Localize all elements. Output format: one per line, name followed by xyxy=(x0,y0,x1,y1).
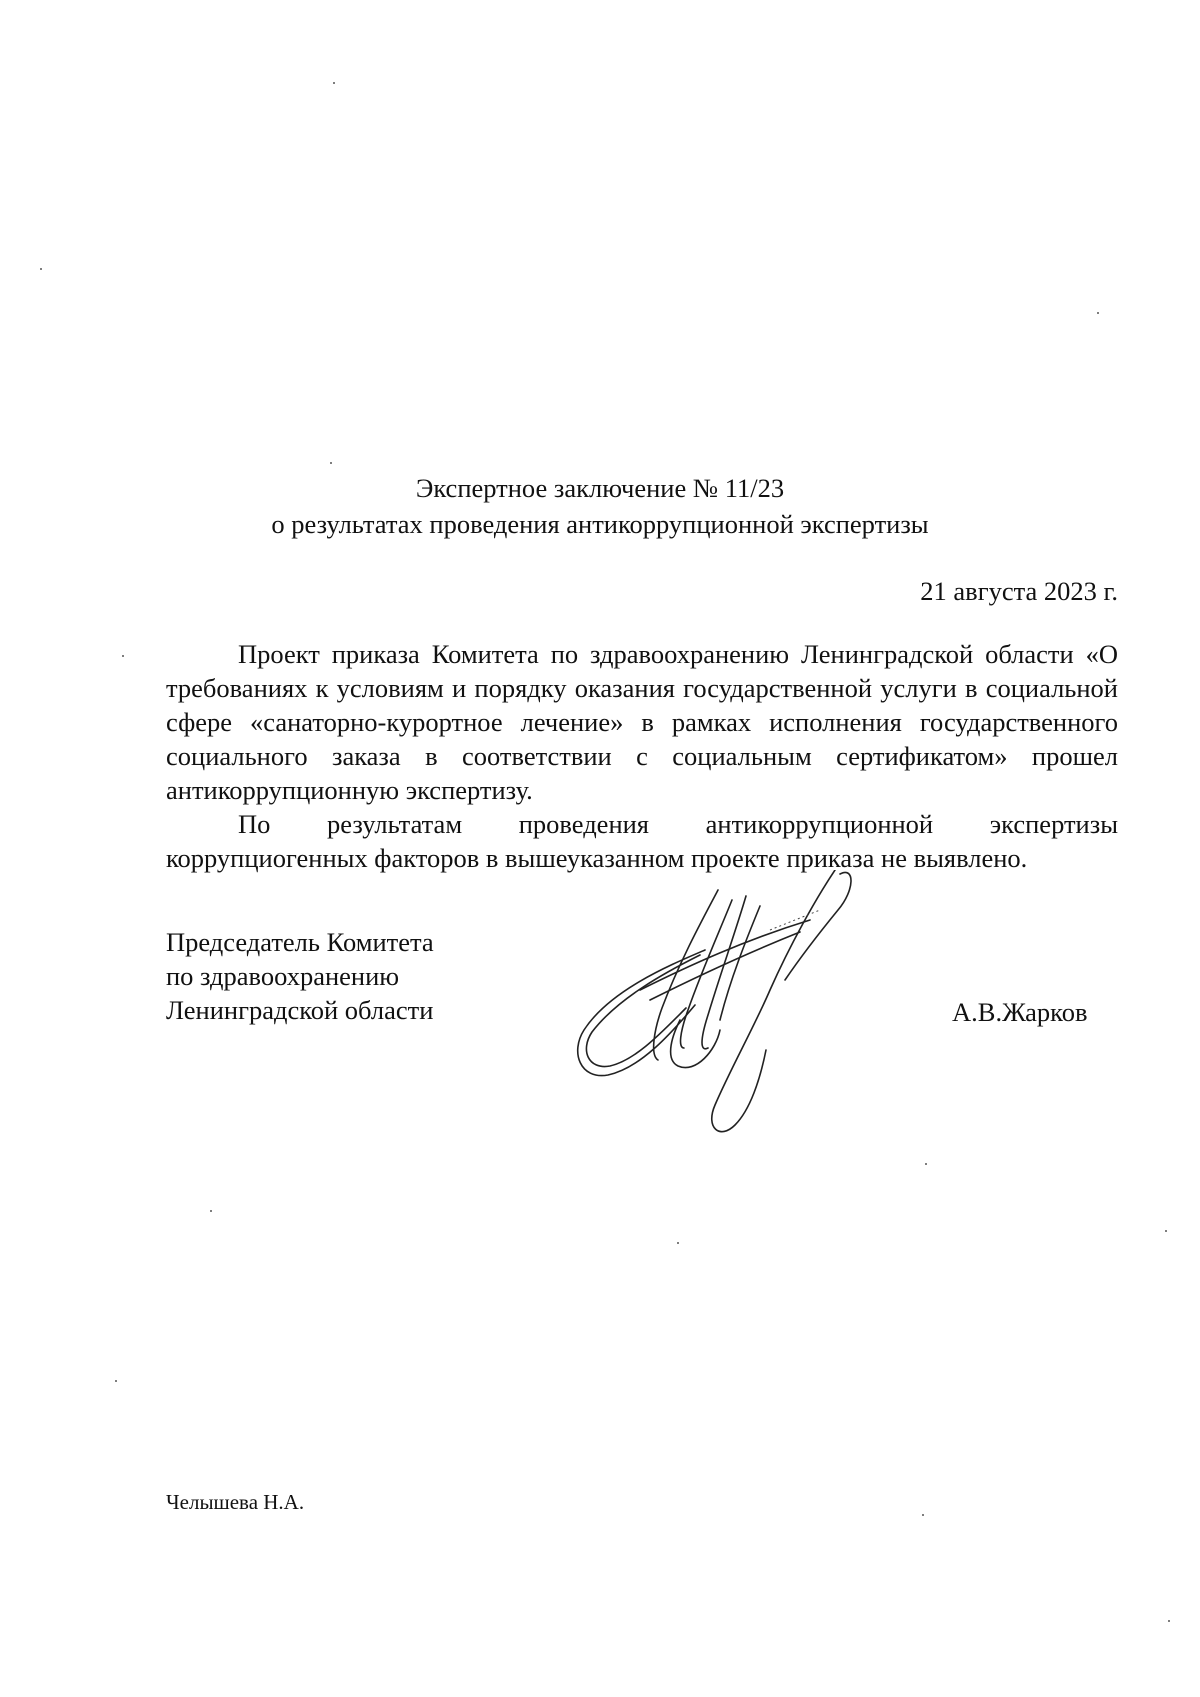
document-title xyxy=(0,470,1200,542)
scan-speck xyxy=(40,268,42,270)
paragraph-2: По результатам проведения антикоррупционной экспертизы коррупциогенных факторов в вышеуказанном проекте приказа не выявлено. xyxy=(166,809,1118,873)
scan-speck xyxy=(210,1210,212,1212)
scan-speck xyxy=(333,82,335,84)
scan-speck xyxy=(330,462,332,464)
signatory-position xyxy=(166,925,434,1027)
title-line-1: Экспертное заключение № 11/23 xyxy=(415,473,785,503)
signature-icon xyxy=(570,870,870,1140)
scan-speck xyxy=(1168,1620,1170,1622)
signatory-position-line-1: Председатель Комитета xyxy=(166,927,434,957)
signatory-position-line-3: Ленинградской области xyxy=(166,995,434,1025)
signatory-position-line-2: по здравоохранению xyxy=(166,961,400,991)
signatory-name: А.В.Жарков xyxy=(952,997,1088,1027)
scan-speck xyxy=(1165,1230,1167,1232)
scan-speck xyxy=(1097,312,1099,314)
paragraph-1: Проект приказа Комитета по здравоохранению Ленинградской области «О требованиях к условиям и порядку оказания государственной услуги в социальной сфере «санаторно-курортное лечение» в рамках исполнения государственного социального заказа в соответствии с социальным сертификатом» прошел антикоррупционную экспертизу. xyxy=(166,639,1118,805)
scan-speck xyxy=(677,1242,679,1244)
scan-speck xyxy=(922,1514,924,1516)
executor-name: Челышева Н.А. xyxy=(166,1490,305,1514)
document-body xyxy=(166,637,1118,875)
scan-speck xyxy=(925,1163,927,1165)
document-date: 21 августа 2023 г. xyxy=(920,576,1118,606)
scan-speck xyxy=(115,1380,117,1382)
scan-speck xyxy=(122,655,124,657)
title-line-2: о результатах проведения антикоррупционной экспертизы xyxy=(271,509,929,539)
